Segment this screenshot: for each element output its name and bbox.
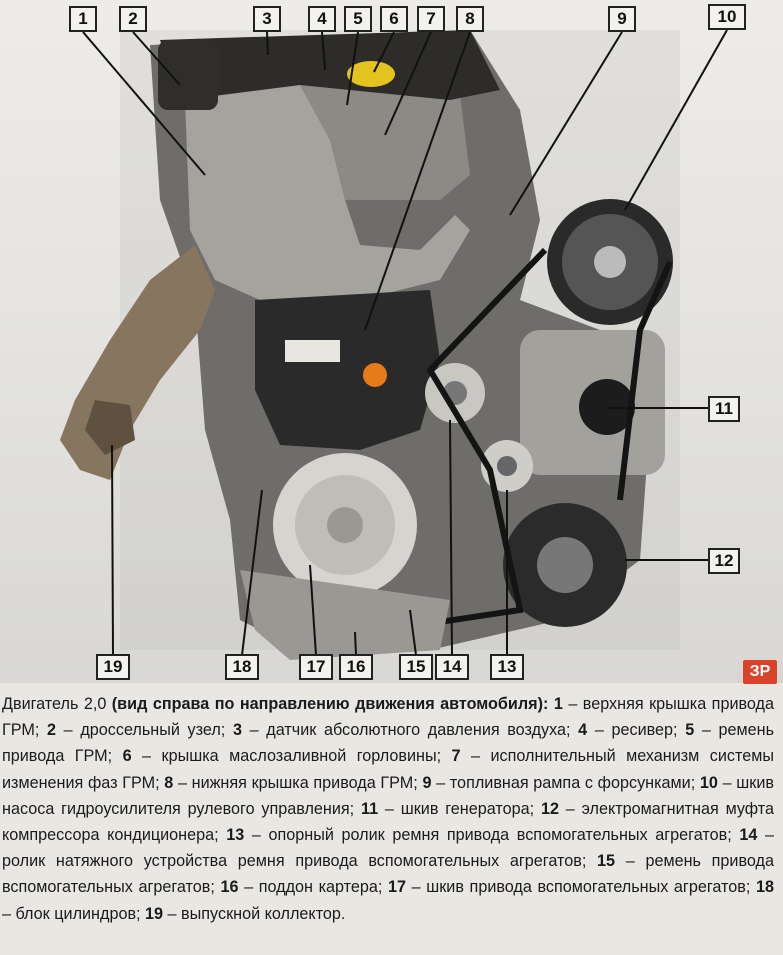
caption-item-text: – ролик натяжного устройства ремня привода вспомогательных агрегатов; bbox=[2, 826, 774, 871]
caption-item-number: 11 bbox=[360, 799, 379, 818]
caption-item-number: 6 bbox=[122, 747, 132, 766]
caption-item-text: – ремень привода вспомогательных агрегатов; bbox=[2, 852, 774, 897]
label-3: 3 bbox=[253, 6, 281, 32]
caption-item-number: 3 bbox=[232, 721, 242, 740]
caption-item-text: – шкив генератора; bbox=[378, 799, 541, 818]
caption-intro-bold: (вид справа по направлению движения автомобиля): bbox=[111, 695, 549, 713]
label-2: 2 bbox=[119, 6, 147, 32]
label-4: 4 bbox=[308, 6, 336, 32]
caption-item-text: – верхняя крышка привода ГРМ; bbox=[2, 695, 774, 740]
caption-item-text: – шкив привода вспомогательных агрегатов; bbox=[406, 878, 756, 897]
label-12: 12 bbox=[708, 548, 740, 574]
caption-item-text: – выпускной коллектор. bbox=[163, 904, 346, 923]
caption-item-number: 19 bbox=[145, 904, 164, 923]
label-8: 8 bbox=[456, 6, 484, 32]
label-15: 15 bbox=[399, 654, 433, 680]
caption-item-number: 16 bbox=[220, 878, 239, 897]
caption-item-text: – электромагнитная муфта компрессора кондиционера; bbox=[2, 799, 774, 845]
caption-item-text: – поддон картера; bbox=[238, 878, 389, 897]
label-7: 7 bbox=[417, 6, 445, 32]
label-18: 18 bbox=[225, 654, 259, 680]
figure-caption bbox=[0, 691, 774, 927]
label-5: 5 bbox=[344, 6, 372, 32]
caption-item-number: 15 bbox=[597, 852, 616, 871]
label-10: 10 bbox=[708, 4, 746, 30]
caption-item-number: 14 bbox=[739, 826, 758, 845]
caption-item-text: – блок цилиндров; bbox=[2, 904, 146, 923]
caption-items bbox=[2, 695, 774, 923]
caption-item-number: 1 bbox=[553, 695, 563, 713]
caption-item-number: 17 bbox=[388, 878, 407, 897]
caption-item-number: 5 bbox=[685, 721, 695, 740]
caption-item-number: 12 bbox=[540, 799, 559, 818]
caption-item-text: – ремень привода ГРМ; bbox=[2, 721, 774, 766]
label-6: 6 bbox=[380, 6, 408, 32]
caption-item-text: – нижняя крышка привода ГРМ; bbox=[173, 773, 423, 792]
label-17: 17 bbox=[299, 654, 333, 680]
page-cut-edge bbox=[0, 946, 783, 955]
caption-item-text: – опорный ролик ремня привода вспомогательных агрегатов; bbox=[244, 826, 740, 845]
label-11: 11 bbox=[708, 396, 740, 422]
label-13: 13 bbox=[490, 654, 524, 680]
caption-item-number: 4 bbox=[578, 721, 588, 740]
publisher-badge: ЗР bbox=[743, 660, 777, 684]
label-1: 1 bbox=[69, 6, 97, 32]
caption-item-text: – исполнительный механизм системы изменения фаз ГРМ; bbox=[2, 747, 774, 792]
label-16: 16 bbox=[339, 654, 373, 680]
caption-intro: Двигатель 2,0 bbox=[2, 695, 112, 713]
caption-item-text: – крышка маслозаливной горловины; bbox=[131, 747, 452, 766]
caption-item-number: 2 bbox=[47, 721, 57, 740]
caption-item-number: 13 bbox=[226, 826, 245, 845]
caption-item-number: 9 bbox=[422, 773, 432, 792]
caption-item-number: 7 bbox=[451, 747, 461, 766]
caption-item-number: 8 bbox=[164, 773, 174, 792]
caption-item-text: – шкив насоса гидроусилителя рулевого управления; bbox=[2, 773, 774, 818]
caption-item-text: – дроссельный узел; bbox=[56, 721, 233, 740]
caption-item-number: 18 bbox=[755, 878, 774, 897]
caption-item-text: – топливная рампа с форсунками; bbox=[431, 773, 700, 792]
label-19: 19 bbox=[96, 654, 130, 680]
caption-item-text: – датчик абсолютного давления воздуха; bbox=[241, 721, 579, 740]
label-14: 14 bbox=[435, 654, 469, 680]
label-9: 9 bbox=[608, 6, 636, 32]
caption-item-number: 10 bbox=[699, 773, 718, 792]
caption-item-text: – ресивер; bbox=[587, 721, 686, 740]
